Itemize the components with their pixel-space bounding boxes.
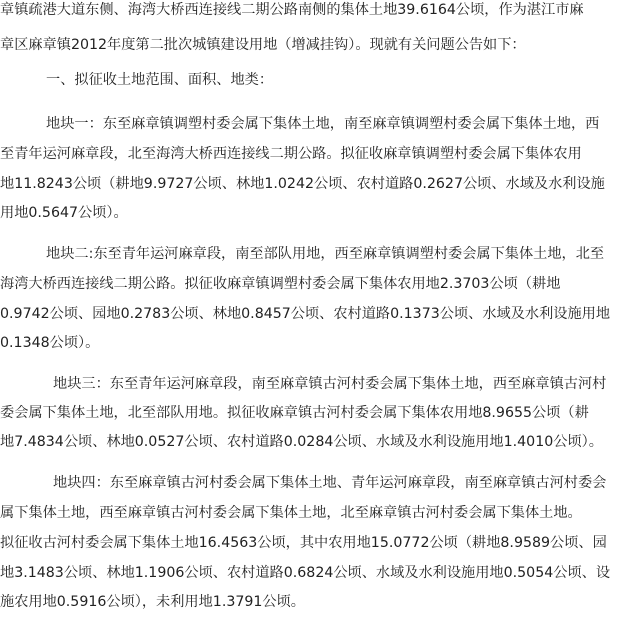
parcel-4-line: 地块四：东至麻章镇古河村委会属下集体土地、青年运河麻章段，南至麻章镇古河村委会 (53, 475, 607, 491)
parcel-2-line: 地块二:东至青年运河麻章段，南至部队用地，西至麻章镇调塑村委会属下集体土地，北至 (46, 246, 605, 262)
parcel-2-line: 0.1348公顷）。 (0, 335, 100, 351)
parcel-3-line: 委会属下集体土地，北至部队用地。拟征收麻章镇古河村委会属下集体农用地8.9655公顷（耕 (0, 405, 589, 421)
parcel-2-line: 海湾大桥西连接线二期公路。拟征收麻章镇调塑村委会属下集体农用地2.3703公顷（耕地 (0, 276, 561, 292)
parcel-1-line: 地块一：东至麻章镇调塑村委会属下集体土地，南至麻章镇调塑村委会属下集体土地，西 (46, 116, 600, 132)
parcel-4-line: 拟征收古河村委会属下集体土地16.4563公顷，其中农用地15.0772公顷（耕地8.9589公顷、园 (0, 535, 607, 551)
parcel-4-line: 施农用地0.5916公顷），未利用地1.3791公顷。 (0, 594, 305, 610)
intro-line: 章区麻章镇2012年度第二批次城镇建设用地（增减挂钩）。现就有关问题公告如下： (0, 37, 526, 53)
parcel-1-line: 至青年运河麻章段，北至海湾大桥西连接线二期公路。拟征收麻章镇调塑村委会属下集体农用 (0, 146, 582, 162)
parcel-3-line: 地7.4834公顷、林地0.0527公顷、农村道路0.0284公顷、水域及水利设施用地1.4010公顷）。 (0, 434, 603, 450)
parcel-2-line: 0.9742公顷、园地0.2783公顷、林地0.8457公顷、农村道路0.1373公顷、水域及水利设施用地 (0, 306, 611, 322)
parcel-4-line: 属下集体土地，西至麻章镇古河村委会属下集体土地，北至麻章镇古河村委会属下集体土地。 (0, 505, 582, 521)
parcel-3-line: 地块三：东至青年运河麻章段，南至麻章镇古河村委会属下集体土地，西至麻章镇古河村 (53, 376, 607, 392)
intro-line: 章镇疏港大道东侧、海湾大桥西连接线二期公路南侧的集体土地39.6164公顷，作为湛江市麻 (0, 2, 584, 18)
parcel-1-line: 用地0.5647公顷）。 (0, 205, 128, 221)
parcel-1-line: 地11.8243公顷（耕地9.9727公顷、林地1.0242公顷、农村道路0.2627公顷、水域及水利设施 (0, 176, 605, 192)
parcel-4-line: 地3.1483公顷、林地1.1906公顷、农村道路0.6824公顷、水域及水利设施用地0.5054公顷、设 (0, 565, 611, 581)
section-heading: 一、拟征收土地范围、面积、地类： (46, 72, 274, 88)
